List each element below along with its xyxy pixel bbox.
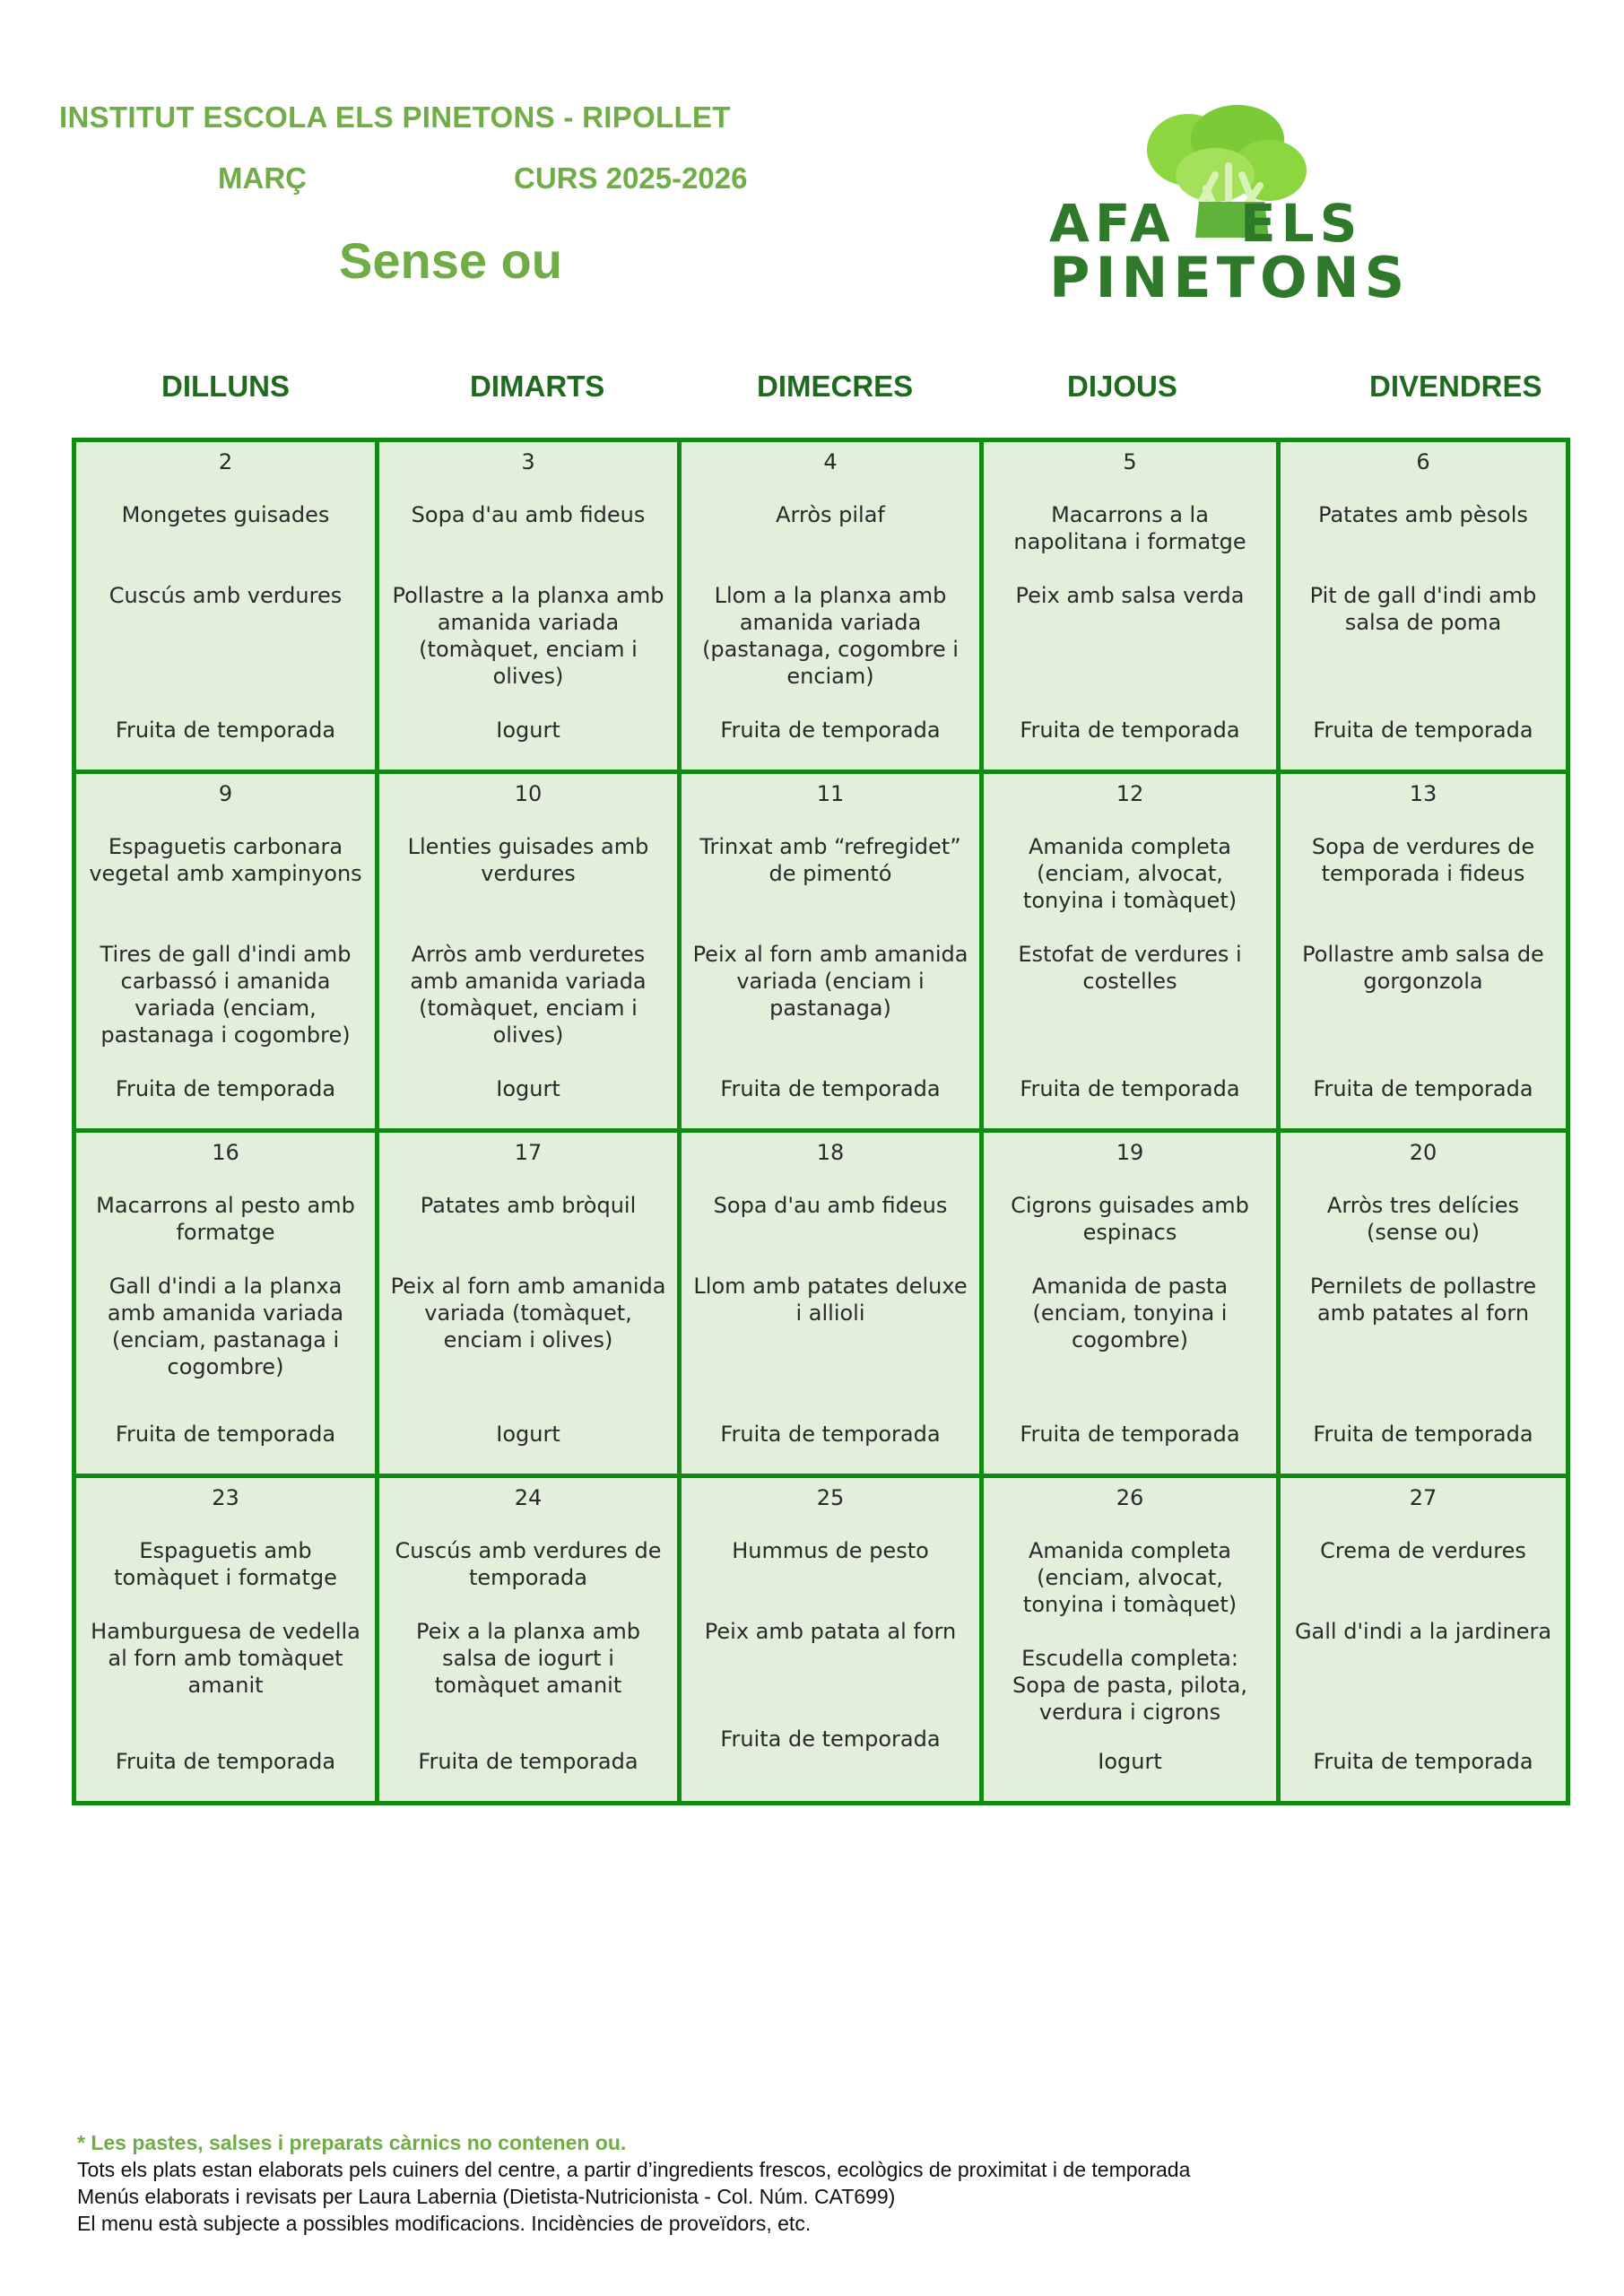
first-course: Crema de verdures bbox=[1320, 1538, 1526, 1563]
day-number: 13 bbox=[1409, 781, 1437, 806]
first-course: Llenties guisades amb verdures bbox=[407, 834, 649, 886]
first-course: Arròs tres delícies (sense ou) bbox=[1326, 1193, 1520, 1245]
day-cell bbox=[375, 1474, 682, 1805]
day-number: 18 bbox=[816, 1140, 845, 1165]
second-course: Peix al forn amb amanida variada (enciam i pastanaga) bbox=[692, 942, 968, 1021]
day-number: 16 bbox=[212, 1140, 239, 1165]
first-course: Sopa d'au amb fideus bbox=[713, 1193, 948, 1218]
first-course: Patates amb pèsols bbox=[1318, 502, 1528, 527]
first-course: Amanida completa (enciam, alvocat, tonyina i tomàquet) bbox=[1022, 834, 1238, 913]
first-course: Sopa d'au amb fideus bbox=[411, 502, 646, 527]
day-number: 2 bbox=[218, 449, 233, 474]
first-course: Macarrons al pesto amb formatge bbox=[96, 1193, 355, 1245]
footer bbox=[77, 2129, 1190, 2237]
day-number: 27 bbox=[1409, 1485, 1437, 1510]
day-cell bbox=[979, 1128, 1281, 1478]
footer-note: * Les pastes, salses i preparats càrnics no contenen ou. bbox=[77, 2131, 627, 2154]
footer-line: Menús elaborats i revisats per Laura Labernia (Dietista-Nutricionista - Col. Núm. CAT699) bbox=[77, 2185, 896, 2208]
second-course: Gall d'indi a la planxa amb amanida variada (enciam, pastanaga i cogombre) bbox=[107, 1274, 344, 1379]
logo-text-pinetons: PINETONS bbox=[1049, 245, 1411, 310]
day-cell bbox=[979, 438, 1281, 774]
footer-line: El menu està subjecte a possibles modificacions. Incidències de proveïdors, etc. bbox=[77, 2212, 812, 2235]
day-cell bbox=[375, 438, 682, 774]
dessert: Fruita de temporada bbox=[1020, 1076, 1240, 1101]
day-header-thursday: DIJOUS bbox=[1067, 370, 1177, 403]
day-cell bbox=[72, 1474, 379, 1805]
first-course: Patates amb bròquil bbox=[420, 1193, 637, 1218]
dessert: Fruita de temporada bbox=[115, 718, 336, 743]
day-number: 23 bbox=[212, 1485, 239, 1510]
day-cell bbox=[677, 1474, 984, 1805]
first-course: Cigrons guisades amb espinacs bbox=[1011, 1193, 1249, 1245]
day-cell bbox=[375, 1128, 682, 1478]
first-course: Espaguetis amb tomàquet i formatge bbox=[114, 1538, 337, 1590]
day-header-wednesday: DIMECRES bbox=[757, 370, 914, 403]
dessert: Fruita de temporada bbox=[1020, 1422, 1240, 1447]
day-number: 9 bbox=[218, 781, 233, 806]
first-course: Mongetes guisades bbox=[121, 502, 330, 527]
second-course: Gall d'indi a la jardinera bbox=[1294, 1619, 1552, 1644]
dessert: Iogurt bbox=[496, 1422, 560, 1447]
afa-logo bbox=[1045, 103, 1411, 310]
second-course: Peix amb patata al forn bbox=[704, 1619, 957, 1644]
day-cell bbox=[677, 770, 984, 1133]
dessert: Iogurt bbox=[496, 1076, 560, 1101]
day-cell bbox=[1276, 1128, 1570, 1478]
day-header-tuesday: DIMARTS bbox=[470, 370, 605, 403]
day-cell bbox=[375, 770, 682, 1133]
day-number: 11 bbox=[816, 781, 845, 806]
day-number: 19 bbox=[1116, 1140, 1144, 1165]
first-course: Amanida completa (enciam, alvocat, tonyina i tomàquet) bbox=[1022, 1538, 1238, 1617]
day-header-friday: DIVENDRES bbox=[1369, 370, 1542, 403]
dessert: Fruita de temporada bbox=[1313, 1076, 1533, 1101]
dessert: Fruita de temporada bbox=[1020, 718, 1240, 743]
day-header-monday: DILLUNS bbox=[161, 370, 290, 403]
second-course: Peix a la planxa amb salsa de iogurt i tomàquet amanit bbox=[416, 1619, 640, 1698]
day-cell bbox=[1276, 1474, 1570, 1805]
dessert: Iogurt bbox=[496, 718, 560, 743]
first-course: Cuscús amb verdures de temporada bbox=[395, 1538, 662, 1590]
first-course: Macarrons a la napolitana i formatge bbox=[1013, 502, 1246, 554]
second-course: Pit de gall d'indi amb salsa de poma bbox=[1309, 583, 1537, 635]
dessert: Fruita de temporada bbox=[1313, 1422, 1533, 1447]
dessert: Fruita de temporada bbox=[115, 1422, 336, 1447]
dessert: Fruita de temporada bbox=[1313, 718, 1533, 743]
day-cell bbox=[72, 770, 379, 1133]
second-course: Hamburguesa de vedella al forn amb tomàquet amanit bbox=[91, 1619, 360, 1698]
second-course: Escudella completa: Sopa de pasta, pilota, verdura i cigrons bbox=[1012, 1646, 1247, 1725]
day-number: 24 bbox=[514, 1485, 543, 1510]
dessert: Fruita de temporada bbox=[115, 1749, 336, 1774]
day-number: 12 bbox=[1116, 781, 1144, 806]
day-number: 6 bbox=[1416, 449, 1430, 474]
second-course: Pollastre a la planxa amb amanida variada (tomàquet, enciam i olives) bbox=[392, 583, 664, 689]
day-cell bbox=[1276, 770, 1570, 1133]
month-label: MARÇ bbox=[218, 161, 307, 195]
first-course: Espaguetis carbonara vegetal amb xampinyons bbox=[89, 834, 362, 886]
first-course: Sopa de verdures de temporada i fideus bbox=[1311, 834, 1535, 886]
day-cell bbox=[1276, 438, 1570, 774]
day-number: 4 bbox=[823, 449, 838, 474]
logo-text-els: ELS bbox=[1240, 193, 1363, 254]
dessert: Fruita de temporada bbox=[115, 1076, 336, 1101]
first-course: Hummus de pesto bbox=[732, 1538, 929, 1563]
second-course: Peix amb salsa verda bbox=[1015, 583, 1245, 608]
day-cell bbox=[979, 770, 1281, 1133]
menu-calendar-grid bbox=[72, 438, 1566, 1801]
menu-subtitle: Sense ou bbox=[339, 232, 562, 289]
second-course: Tires de gall d'indi amb carbassó i amanida variada (enciam, pastanaga i cogombre) bbox=[100, 942, 352, 1048]
second-course: Pernilets de pollastre amb patates al forn bbox=[1309, 1274, 1537, 1326]
second-course: Llom amb patates deluxe i allioli bbox=[693, 1274, 968, 1326]
dessert: Fruita de temporada bbox=[720, 1726, 941, 1752]
first-course: Trinxat amb “refregidet” de pimentó bbox=[699, 834, 961, 886]
day-cell bbox=[979, 1474, 1281, 1805]
course-label: CURS 2025-2026 bbox=[514, 161, 748, 195]
day-number: 20 bbox=[1409, 1140, 1437, 1165]
day-number: 17 bbox=[514, 1140, 543, 1165]
dessert: Fruita de temporada bbox=[1313, 1749, 1533, 1774]
school-title: INSTITUT ESCOLA ELS PINETONS - RIPOLLET bbox=[59, 100, 731, 134]
second-course: Pollastre amb salsa de gorgonzola bbox=[1302, 942, 1544, 994]
footer-line: Tots els plats estan elaborats pels cuiners del centre, a partir d’ingredients frescos, ecològics de proximitat i de temporada bbox=[77, 2158, 1191, 2181]
second-course: Estofat de verdures i costelles bbox=[1018, 942, 1242, 994]
dessert: Fruita de temporada bbox=[720, 1422, 941, 1447]
second-course: Llom a la planxa amb amanida variada (pastanaga, cogombre i enciam) bbox=[702, 583, 959, 689]
second-course: Arròs amb verduretes amb amanida variada (tomàquet, enciam i olives) bbox=[410, 942, 647, 1048]
logo-text-afa: AFA bbox=[1049, 193, 1176, 254]
second-course: Cuscús amb verdures bbox=[109, 583, 343, 608]
dessert: Fruita de temporada bbox=[720, 1076, 941, 1101]
day-cell bbox=[677, 438, 984, 774]
day-number: 10 bbox=[514, 781, 543, 806]
first-course: Arròs pilaf bbox=[776, 502, 885, 527]
dessert: Fruita de temporada bbox=[418, 1749, 638, 1774]
dessert: Iogurt bbox=[1098, 1749, 1162, 1774]
day-number: 25 bbox=[816, 1485, 845, 1510]
second-course: Peix al forn amb amanida variada (tomàquet, enciam i olives) bbox=[390, 1274, 666, 1352]
day-number: 3 bbox=[521, 449, 535, 474]
day-cell bbox=[72, 1128, 379, 1478]
day-cell bbox=[72, 438, 379, 774]
second-course: Amanida de pasta (enciam, tonyina i cogombre) bbox=[1031, 1274, 1229, 1352]
day-number: 5 bbox=[1123, 449, 1137, 474]
dessert: Fruita de temporada bbox=[720, 718, 941, 743]
day-cell bbox=[677, 1128, 984, 1478]
day-number: 26 bbox=[1116, 1485, 1144, 1510]
